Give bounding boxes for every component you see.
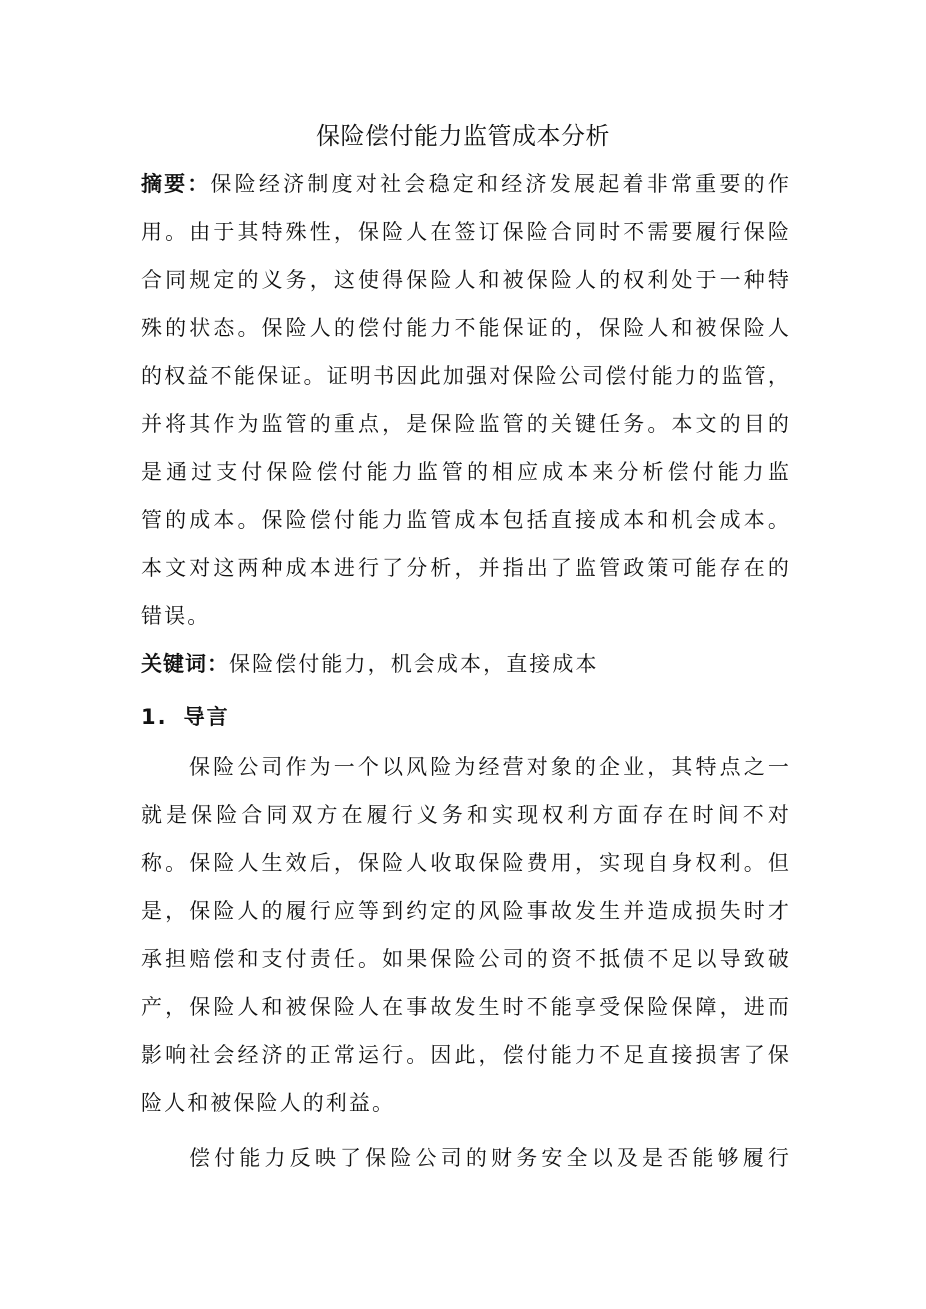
paragraph-line: 影响社会经济的正常运行。因此，偿付能力不足直接损害了保 bbox=[141, 1043, 791, 1067]
paragraph-line bbox=[189, 749, 791, 785]
paragraph-text: 保险公司作为一个以风险为经营对象的企业，其特点之一 bbox=[189, 755, 791, 779]
abstract-line: 本文对这两种成本进行了分析，并指出了监管政策可能存在的 bbox=[141, 556, 791, 580]
paragraph-line: 产，保险人和被保险人在事故发生时不能享受保险保障，进而 bbox=[141, 995, 791, 1019]
abstract-line: 的权益不能保证。证明书因此加强对保险公司偿付能力的监管， bbox=[141, 364, 791, 388]
abstract-line: 殊的状态。保险人的偿付能力不能保证的，保险人和被保险人 bbox=[141, 316, 791, 340]
abstract-line: 错误。 bbox=[141, 604, 211, 628]
section-heading bbox=[141, 699, 230, 735]
paragraph-line: 险人和被保险人的利益。 bbox=[141, 1091, 396, 1115]
keywords-line bbox=[141, 646, 791, 682]
abstract-line bbox=[141, 166, 791, 202]
paragraph-line: 承担赔偿和支付责任。如果保险公司的资不抵债不足以导致破 bbox=[141, 947, 791, 971]
paragraph-text: 偿付能力反映了保险公司的财务安全以及是否能够履行 bbox=[189, 1146, 791, 1170]
paragraph-line: 是，保险人的履行应等到约定的风险事故发生并造成损失时才 bbox=[141, 899, 791, 923]
abstract-line: 合同规定的义务，这使得保险人和被保险人的权利处于一种特 bbox=[141, 268, 791, 292]
abstract-line: 用。由于其特殊性，保险人在签订保险合同时不需要履行保险 bbox=[141, 220, 791, 244]
paragraph-line: 称。保险人生效后，保险人收取保险费用，实现自身权利。但 bbox=[141, 851, 791, 875]
abstract-line: 管的成本。保险偿付能力监管成本包括直接成本和机会成本。 bbox=[141, 508, 791, 532]
abstract-text: 保险经济制度对社会稳定和经济发展起着非常重要的作 bbox=[210, 172, 791, 196]
paragraph-line bbox=[189, 1140, 791, 1176]
document-title: 保险偿付能力监管成本分析 bbox=[316, 122, 610, 150]
keywords-label: 关键词： bbox=[141, 652, 229, 676]
keywords-text: 保险偿付能力，机会成本，直接成本 bbox=[229, 652, 599, 676]
abstract-line: 是通过支付保险偿付能力监管的相应成本来分析偿付能力监 bbox=[141, 460, 791, 484]
section-number: 1. bbox=[141, 705, 168, 729]
abstract-label: 摘要： bbox=[141, 172, 211, 196]
paragraph-line: 就是保险合同双方在履行义务和实现权利方面存在时间不对 bbox=[141, 803, 791, 827]
section-title: 导言 bbox=[183, 705, 230, 729]
abstract-line: 并将其作为监管的重点，是保险监管的关键任务。本文的目的 bbox=[141, 412, 791, 436]
